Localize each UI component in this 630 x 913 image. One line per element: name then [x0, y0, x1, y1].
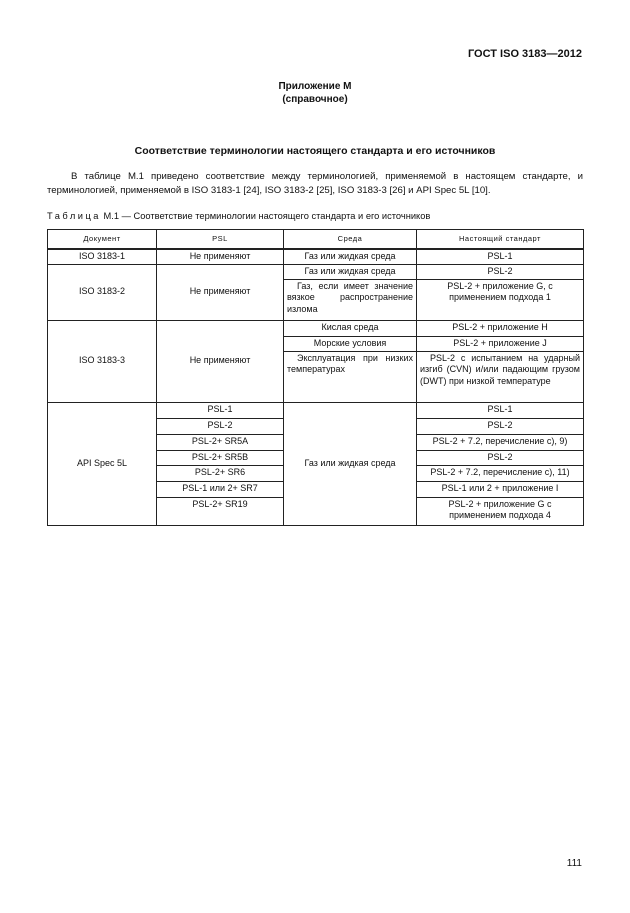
cell-standard: PSL-2 с испытанием на ударный изгиб (CVN) и/или падающим грузом (DWT) при низкой температуре	[417, 351, 584, 402]
terminology-table	[47, 229, 584, 526]
cell-standard: PSL-1	[417, 402, 584, 418]
appendix-subtitle: (справочное)	[282, 94, 348, 105]
cell-psl: Не применяют	[157, 264, 284, 320]
section-title: Соответствие терминологии настоящего стандарта и его источников	[134, 145, 496, 157]
cell-document: ISO 3183-2	[48, 264, 157, 320]
table-caption-text: М.1 — Соответствие терминологии настоящего стандарта и его источников	[103, 211, 431, 221]
cell-psl: PSL-2+ SR19	[157, 497, 284, 525]
header-document: Документ	[48, 230, 157, 250]
cell-standard: PSL-2 + 7.2, перечисление с), 11)	[417, 465, 584, 481]
cell-standard: PSL-1 или 2 + приложение I	[417, 481, 584, 497]
cell-environment: Газ, если имеет значение вязкое распространение излома	[284, 279, 417, 320]
cell-document: ISO 3183-1	[48, 249, 157, 264]
cell-standard: PSL-2 + приложение G с применением подхода 4	[417, 497, 584, 525]
cell-psl: Не применяют	[157, 320, 284, 402]
table-row	[48, 402, 584, 418]
cell-psl: PSL-1 или 2+ SR7	[157, 481, 284, 497]
cell-psl: PSL-2+ SR6	[157, 465, 284, 481]
table-caption	[47, 211, 430, 221]
cell-psl: PSL-1	[157, 402, 284, 418]
cell-standard: PSL-2	[417, 264, 584, 279]
cell-environment: Газ или жидкая среда	[284, 249, 417, 264]
header-this-standard: Настоящий стандарт	[417, 230, 584, 250]
cell-document: API Spec 5L	[48, 402, 157, 525]
intro-paragraph: В таблице М.1 приведено соответствие между терминологией, применяемой в настоящем стандарте, и терминологией, применяемой в ISO 3183-1 [24], ISO 3183-2 [25], ISO 3183-3 [26] и API Spec 5L [10].	[47, 171, 583, 196]
appendix-heading	[0, 80, 630, 106]
cell-standard: PSL-2 + приложение G, с применением подхода 1	[417, 279, 584, 320]
table-row	[48, 249, 584, 264]
table-caption-prefix: Таблица	[47, 211, 101, 221]
cell-psl: PSL-2+ SR5B	[157, 450, 284, 465]
cell-standard: PSL-2 + 7.2, перечисление с), 9)	[417, 434, 584, 450]
cell-standard: PSL-2 + приложение H	[417, 320, 584, 336]
cell-standard: PSL-2	[417, 450, 584, 465]
cell-environment: Газ или жидкая среда	[284, 402, 417, 525]
page-number: 111	[566, 858, 582, 869]
cell-psl: PSL-2+ SR5A	[157, 434, 284, 450]
standard-header: ГОСТ ISO 3183—2012	[467, 48, 582, 60]
table-row	[48, 264, 584, 279]
cell-environment: Кислая среда	[284, 320, 417, 336]
cell-environment: Газ или жидкая среда	[284, 264, 417, 279]
cell-standard: PSL-1	[417, 249, 584, 264]
cell-standard: PSL-2	[417, 418, 584, 434]
cell-psl: Не применяют	[157, 249, 284, 264]
table-header-row	[48, 230, 584, 250]
header-environment: Среда	[284, 230, 417, 250]
table-row	[48, 320, 584, 336]
cell-document: ISO 3183-3	[48, 320, 157, 402]
cell-environment: Эксплуатация при низких температурах	[284, 351, 417, 402]
header-psl: PSL	[157, 230, 284, 250]
appendix-title: Приложение М	[278, 81, 352, 92]
cell-environment: Морские условия	[284, 336, 417, 351]
cell-standard: PSL-2 + приложение J	[417, 336, 584, 351]
cell-psl: PSL-2	[157, 418, 284, 434]
